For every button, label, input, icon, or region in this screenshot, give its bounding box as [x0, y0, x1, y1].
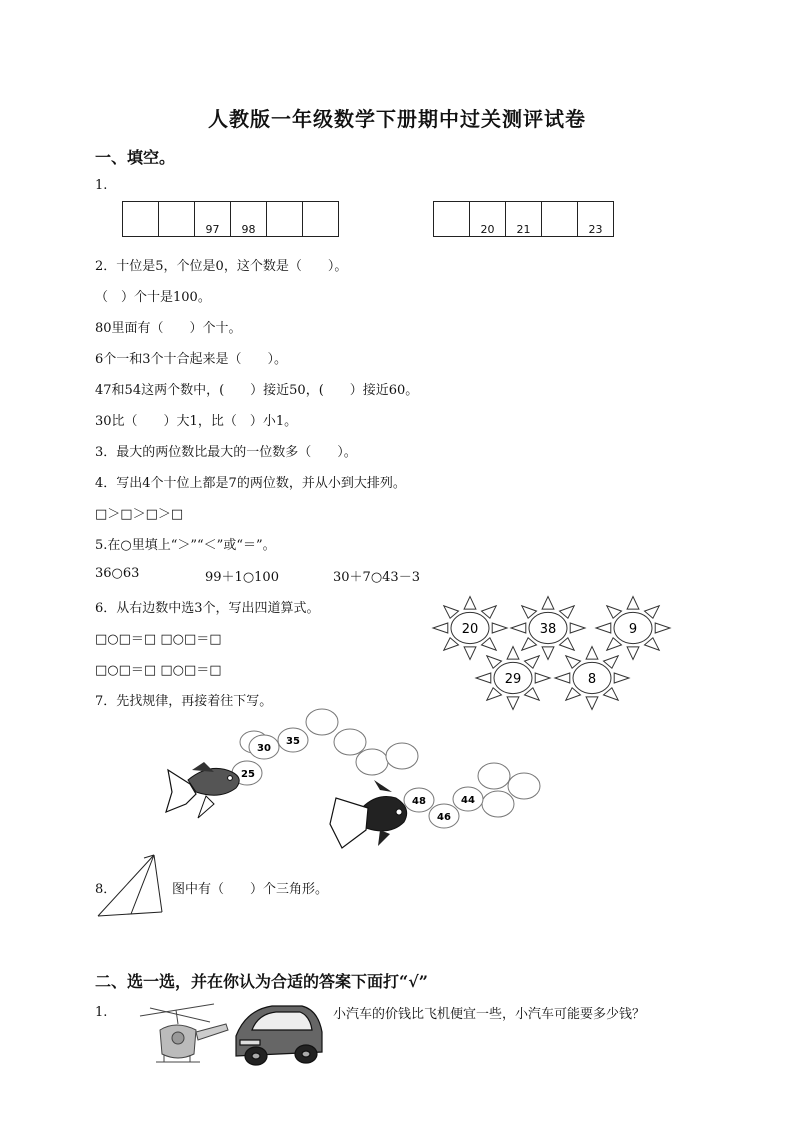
grid-cell: 97 [195, 202, 231, 237]
question-line: （ ）个十是100。 [95, 290, 211, 305]
car-icon [236, 1006, 322, 1065]
question-8-text: 图中有（ ）个三角形。 [172, 882, 329, 897]
bead-number: 46 [437, 812, 451, 823]
question-line: 5.在○里填上“＞”“＜”或“＝”。 [95, 538, 276, 553]
bead-number: 30 [257, 743, 271, 754]
question-line: 2．十位是5，个位是0，这个数是（ ）。 [95, 259, 348, 274]
sun-number: 38 [539, 622, 557, 637]
question-line: 80里面有（ ）个十。 [95, 321, 242, 336]
question-line: 3．最大的两位数比最大的一位数多（ ）。 [95, 445, 357, 460]
compare-item: 36○63 [95, 566, 140, 581]
sun-number: 20 [461, 622, 479, 637]
compare-item: 30＋7○43－3 [333, 570, 420, 585]
grid-cell: 21 [506, 202, 542, 237]
grid-cell: 23 [578, 202, 614, 237]
sun-number: 8 [587, 672, 597, 687]
question-line: 6．从右边数中选3个，写出四道算式。 [95, 601, 320, 616]
question-line: 7．先找规律，再接着往下写。 [95, 694, 273, 709]
page-title: 人教版一年级数学下册期中过关测评试卷 [208, 107, 586, 131]
sun-number: 9 [628, 622, 638, 637]
question-line: 30比（ ）大1，比（ ）小1。 [95, 414, 298, 429]
bead-number: 25 [241, 769, 255, 780]
formula-row: □○□＝□ □○□＝□ [95, 663, 222, 678]
helicopter-icon [140, 1004, 228, 1062]
question-line: 47和54这两个数中，( ）接近50，( ）接近60。 [95, 383, 419, 398]
question-line: 4．写出4个十位上都是7的两位数，并从小到大排列。 [95, 476, 406, 491]
question-line: 6个一和3个十合起来是（ ）。 [95, 352, 288, 367]
section-2-heading: 二、选一选，并在你认为合适的答案下面打“√” [95, 972, 428, 991]
grid-cell: 20 [470, 202, 506, 237]
section-1-heading: 一、填空。 [95, 148, 176, 167]
section-2-question-1-text: 小汽车的价钱比飞机便宜一些，小汽车可能要多少钱？ [333, 1007, 646, 1022]
formula-row: □○□＝□ □○□＝□ [95, 632, 222, 647]
bead-number: 44 [461, 795, 475, 806]
compare-item: 99＋1○100 [205, 570, 279, 585]
grid-cell: 98 [231, 202, 267, 237]
question-8-label: 8． [95, 882, 117, 897]
section-2-question-1-label: 1. [95, 1005, 108, 1020]
question-1-label: 1. [95, 178, 108, 193]
bead-number: 35 [286, 736, 300, 747]
question-line: □＞□＞□＞□ [95, 507, 184, 522]
sun-number: 29 [504, 672, 522, 687]
bead-number: 48 [412, 796, 426, 807]
